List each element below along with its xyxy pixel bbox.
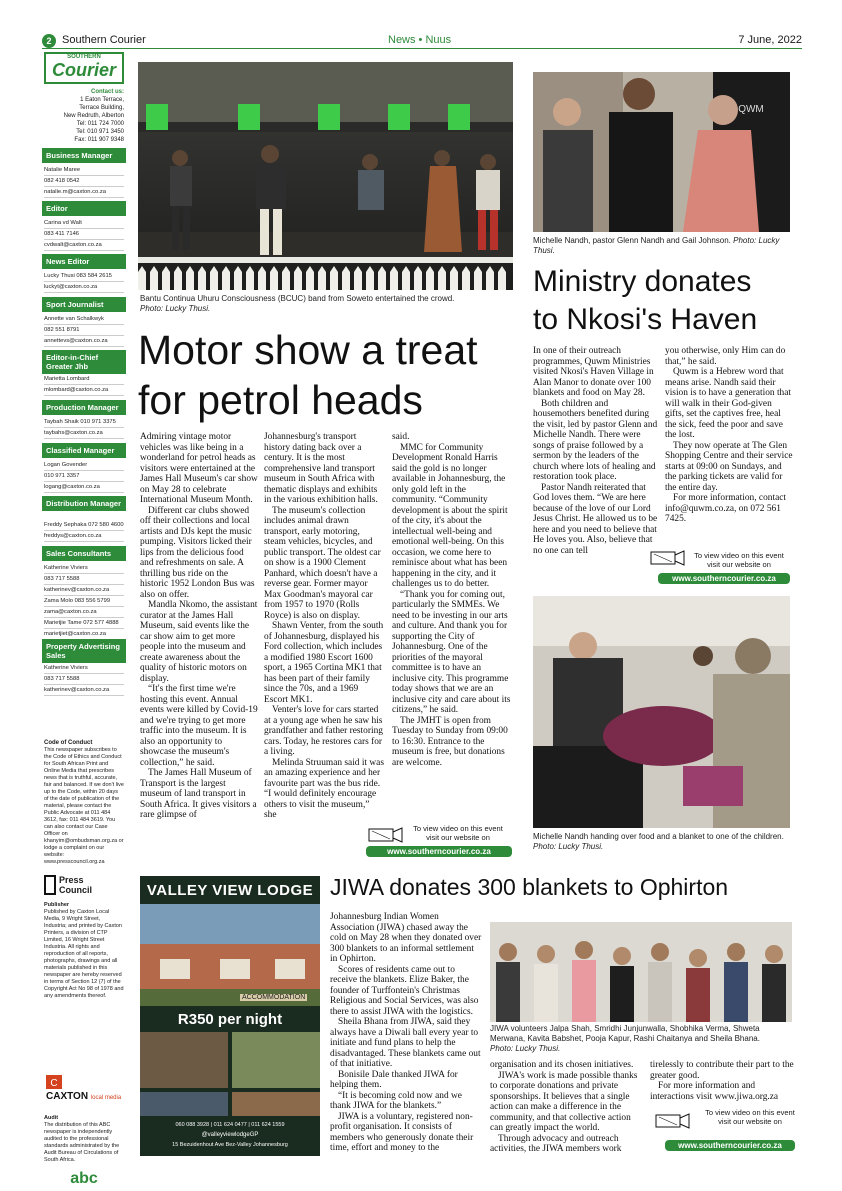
staff-line: Lucky Thusi 083 584 2615 bbox=[44, 271, 124, 282]
staff-contact bbox=[44, 374, 124, 396]
staff-contact bbox=[44, 520, 124, 542]
caxton-logo: C CAXTON local media bbox=[44, 1075, 124, 1105]
jiwa-article-col-3: tirelessly to contribute their part to the greater good. For more information and interactions visit www.jiwa.org.za bbox=[650, 1060, 794, 1102]
staff-line: cvdwalt@caxton.co.za bbox=[44, 240, 124, 251]
staff-heading: Sport Journalist bbox=[42, 297, 126, 312]
svg-text:QWM: QWM bbox=[738, 104, 764, 115]
staff-line: luckyt@caxton.co.za bbox=[44, 282, 124, 293]
lodge-sign: ACCOMMODATION bbox=[242, 994, 306, 1001]
staff-heading: Classified Manager bbox=[42, 443, 126, 458]
jiwa-video-promo[interactable]: To view video on this event visit our website on www.southerncourier.co.za bbox=[655, 1108, 795, 1154]
blanket-photo-caption: Michelle Nandh handing over food and a blanket to one of the children. Photo: Lucky Thusi. bbox=[533, 832, 784, 851]
publication-name: Southern Courier bbox=[62, 34, 146, 46]
staff-line: Annette van Schalkwyk bbox=[44, 314, 124, 325]
staff-line: mlombard@caxton.co.za bbox=[44, 385, 124, 396]
staff-contact bbox=[44, 563, 124, 640]
jiwa-video-link[interactable]: www.southerncourier.co.za bbox=[665, 1140, 795, 1151]
video-camera-icon bbox=[650, 547, 686, 567]
staff-line: Logan Govender bbox=[44, 460, 124, 471]
ad-title: VALLEY VIEW LODGE bbox=[146, 882, 314, 899]
staff-line: 082 418 0542 bbox=[44, 176, 124, 187]
page-number: 2 bbox=[42, 34, 56, 48]
staff-heading: Editor-in-Chief Greater Jhb bbox=[42, 350, 126, 374]
staff-line: 083 411 7146 bbox=[44, 229, 124, 240]
video-camera-icon bbox=[655, 1110, 691, 1130]
staff-heading: Editor bbox=[42, 201, 126, 216]
staff-line: Marietjie Tame 072 577 4888 bbox=[44, 618, 124, 629]
staff-contact bbox=[44, 218, 124, 251]
staff-heading: Production Manager bbox=[42, 400, 126, 415]
courier-logo: SOUTHERN Courier bbox=[44, 52, 124, 84]
ad-address: 15 Bezuidenhout Ave Bez-Valley Johannesburg bbox=[172, 1142, 288, 1148]
staff-heading: Sales Consultants bbox=[42, 546, 126, 561]
staff-line: Natalie Maree bbox=[44, 165, 124, 176]
motor-article-col-3: said. MMC for Community Development Ronald Harris said the gold is no longer available in Johannesburg, the only gold left in the community. “Community development is about the spirit of the city, it's about the intellectual well-being and emotional well-being. On this occasion, we come here to reminisce about what has been happening in the city, and it challenges us to do better. “Thank you for coming out, particularly the SMMEs. We need to be investing in our arts and culture. And thank you for supporting the City of Johannesburg. One of the priorities of the mayoral committee is to have an inclusive city. This programme today shows that we are an inclusive city and care about its citizens,” he said. The JMHT is open from Tuesday to Sunday from 09:00 to 16:30. Entrance to the museum is free, but donations are welcome. bbox=[392, 432, 511, 768]
ministry-group-photo bbox=[533, 72, 790, 232]
staff-line: 010 971 3357 bbox=[44, 471, 124, 482]
jiwa-headline: JIWA donates 300 blankets to Ophirton bbox=[330, 874, 729, 900]
staff-line: marietjiet@caxton.co.za bbox=[44, 629, 124, 640]
ministry-photo-caption: Michelle Nandh, pastor Glenn Nandh and Gail Johnson. Photo: Lucky Thusi. bbox=[533, 236, 780, 255]
motor-article-col-2: Johannesburg's transport history dating back over a century. It is the most comprehensive land transport museum in South Africa with thematic displays and exhibits in the various exhibition halls. The museum's collection includes animal drawn transport, early motoring, steam vehicles, bicycles, and public transport. The oldest car on show is a 1900 Clement Panhard, which doesn't have a reverse gear. Former mayor Max Goodman's mayoral car from 1957 to 1970 (Rolls Royce) is also on display. Shawn Venter, from the south of Johannesburg, displayed his Ford collection, which includes a modified 1980 Escort 1600 sport, a 1965 Cortina MK1 that has been part of their family since the 70s, and a 1969 Escort MK1. Venter's love for cars started at a young age when he saw his grandfather and father restoring cars. Today, he restores cars for a living. Melinda Struuman said it was an amazing experience and her favourite part was the bus ride. “I would definitely encourage others to visit the museum,” she bbox=[264, 432, 384, 820]
issue-date: 7 June, 2022 bbox=[738, 34, 802, 46]
staff-line: 082 551 8791 bbox=[44, 325, 124, 336]
staff-line: katherinev@caxton.co.za bbox=[44, 685, 124, 696]
staff-line: Marietta Lombard bbox=[44, 374, 124, 385]
jiwa-article-col-2: organisation and its chosen initiatives. JIWA's work is made possible thanks to corporate donations and private sponsorships. It believes that a single action can make a difference in the community, and that collective action can greatly impact the world. Through advocacy and outreach activities, the JIWA members work bbox=[490, 1060, 638, 1154]
lodge-building-photo bbox=[140, 904, 320, 1006]
staff-line: Zama Molo 083 556 5799 bbox=[44, 596, 124, 607]
code-of-conduct: Code of Conduct This newspaper subscribes to the Code of Ethics and Conduct for South African Print and Online Media that prescribes news that is truthful, accurate, fair and balanced. If we don't live up to the Code, within 20 days of the date of publication of the material, please contact the Public Advocate at 011 484 3612, fax: 011 484 3619. You can also contact our Case Officer on khanyim@ombudsman.org.za or lodge a complaint on our website: www.presscouncil.org.za bbox=[44, 740, 124, 865]
ministry-article-col-1: In one of their outreach programmes, Quwm Ministries visited Nkosi's Haven Village in Alan Manor to donate over 100 blankets and food on May 28. Both children and housemothers benefited during the visit, led by pastor Glenn and Michelle Nandh. There were songs of praise followed by a sermon by the leaders of the church where lots of healing and restoration took place. Pastor Nandh reiterated that God loves them. “We are here because of the love of our Lord Jesus Christ. He allowed us to be here and you need to believe that He loves you. Also, believe that no one can tell bbox=[533, 346, 658, 556]
valley-view-lodge-ad[interactable] bbox=[140, 876, 320, 1156]
ministry-headline: Ministry donates to Nkosi's Haven bbox=[533, 265, 758, 336]
staff-line: 083 717 5588 bbox=[44, 574, 124, 585]
jiwa-photo-caption: JIWA volunteers Jalpa Shah, Smridhi Junjunwalla, Shobhika Verma, Shweta Merwana, Kavita Babshet, Pooja Kapur, Rashi Chaitanya and Sheila Bhana. Photo: Lucky Thusi. bbox=[490, 1024, 760, 1053]
bcuc-band-photo bbox=[138, 62, 513, 290]
staff-contact bbox=[44, 663, 124, 696]
page-header bbox=[42, 33, 802, 49]
staff-line: logang@caxton.co.za bbox=[44, 482, 124, 493]
section-label: News • Nuus bbox=[388, 34, 452, 46]
video-camera-icon bbox=[368, 824, 404, 844]
bcuc-photo-caption: Bantu Continua Uhuru Consciousness (BCUC) band from Soweto entertained the crowd. Photo: Lucky Thusi. bbox=[140, 294, 455, 313]
ad-social[interactable]: @valleyviewlodgeGP bbox=[201, 1132, 259, 1138]
staff-line: Katherine Viviers bbox=[44, 563, 124, 574]
ministry-article-col-2: you otherwise, only Him can do that,” he said. Quwm is a Hebrew word that means arise. Nandh said their vision is to have a generation that will walk in their God-given gifts, set the captives free, heal the sick, feed the poor and save the lost. They now operate at The Glen Shopping Centre and their service starts at 09:00 on Sundays, and the parking tickets are valid for the entire day. For more information, contact info@quwm.co.za, on 072 561 7425. bbox=[665, 346, 793, 524]
abc-logo: abc bbox=[70, 1170, 98, 1187]
staff-contact bbox=[44, 165, 124, 198]
ad-price: R350 per night bbox=[177, 1011, 283, 1028]
staff-line: katherinev@caxton.co.za bbox=[44, 585, 124, 596]
staff-line: 083 717 5588 bbox=[44, 674, 124, 685]
ad-phone-numbers[interactable]: 060 088 3928 | 011 624 0477 | 011 624 1559 bbox=[175, 1122, 285, 1128]
blanket-handover-photo bbox=[533, 596, 790, 828]
staff-contact bbox=[44, 314, 124, 347]
masthead-sidebar bbox=[42, 50, 126, 1187]
staff-line: natalie.m@caxton.co.za bbox=[44, 187, 124, 198]
staff-line: annettevs@caxton.co.za bbox=[44, 336, 124, 347]
svg-text:C: C bbox=[50, 1078, 58, 1089]
motor-article-col-1: Admiring vintage motor vehicles was like being in a wonderland for petrol heads as visitors were entertained at the James Hall Museum's car show on May 28 to celebrate International Museum Month. Different car clubs showed off their collections and local artists and DJs kept the music pumping. Visitors licked their lips from the delicious food and refreshments on sale. A thrilling bus ride on the historic 1952 London Bus was also on offer. Mandla Nkomo, the assistant curator at the James Hall Museum, said events like the car show aim to get more people into the museum and create awareness about the quality of historic motors on display. “It's the first time we're hosting this event. Annual events were killed by Covid-19 and we're trying to get more traffic into the museum. It is also an opportunity to showcase the museum's collection,” he said. The James Hall Museum of Transport is the largest museum of land transport in South Africa. It gives visitors a rare glimpse of bbox=[140, 432, 258, 820]
press-council-logo: Press Council bbox=[44, 875, 124, 897]
jiwa-article-col-1: Johannesburg Indian Women Association (JIWA) chased away the cold on May 28 when they donated over 300 blankets to an informal settlement in Ophirton. Scores of residents came out to receive the blankets. Elize Baker, the founder of Turffontein's Christmas Religious and Social Services, was also there to assist JIWA with the logistics. Sheila Bhana from JIWA, said they always have a Diwali ball every year to initiate and fund plans to help the disadvantaged. These blankets came out of that initiative. Bonisile Dale thanked JIWA for helping them. “It is becoming cold now and we thank JIWA for the blankets.” JIWA is a voluntary, registered non-profit organisation. It consists of members who generously donate their time, effort and money to the bbox=[330, 912, 482, 1153]
staff-contact bbox=[44, 460, 124, 493]
ministry-video-promo[interactable]: To view video on this event visit our website on www.southerncourier.co.za bbox=[648, 545, 790, 585]
jiwa-volunteers-photo bbox=[490, 922, 792, 1022]
contact-block: Contact us: 1 Eaton Terrace, Terrace Building, New Redruth, Alberton Tel: 011 724 7000 Tel: 010 971 3450 Fax: 011 907 9348 bbox=[63, 89, 124, 143]
staff-line: Carina vd Walt bbox=[44, 218, 124, 229]
staff-line: zama@caxton.co.za bbox=[44, 607, 124, 618]
lodge-interior-photos bbox=[140, 1032, 320, 1116]
audit-info: Audit The distribution of this ABC newspaper is independently audited to the professional standards administrated by the Audit Bureau of Circulations of South Africa. bbox=[44, 1115, 120, 1163]
staff-heading: Business Manager bbox=[42, 148, 126, 163]
staff-contact bbox=[44, 417, 124, 439]
staff-heading: Distribution Manager bbox=[42, 496, 126, 511]
publisher-info: Publisher Published by Caxton Local Media, 9 Wright Street, Industria; and printed by Caxton Printers, a division of CTP Limited, 16 Wright Street Industria. All rights and reproduction of all reports, photographs, drawings and all materials published in this newspaper are hereby reserved in terms of Section 12 (7) of the Copyright Act No 98 of 1978 and any amendments thereof. bbox=[44, 902, 124, 999]
staff-line: freddys@caxton.co.za bbox=[44, 531, 124, 542]
staff-contact bbox=[44, 271, 124, 293]
ministry-video-link[interactable]: www.southerncourier.co.za bbox=[658, 573, 790, 584]
staff-line: Freddy Sephaka 072 580 4600 bbox=[44, 520, 124, 531]
staff-line: Katherine Viviers bbox=[44, 663, 124, 674]
motor-video-link[interactable]: www.southerncourier.co.za bbox=[366, 846, 512, 857]
motor-show-headline: Motor show a treat for petrol heads bbox=[138, 327, 478, 423]
motor-video-promo[interactable]: To view video on this event visit our website on www.southerncourier.co.za bbox=[366, 822, 512, 860]
staff-line: Taybah Shaik 010 971 3375 bbox=[44, 417, 124, 428]
staff-heading: Property Advertising Sales bbox=[42, 639, 126, 663]
staff-heading: News Editor bbox=[42, 254, 126, 269]
staff-line: taybahs@caxton.co.za bbox=[44, 428, 124, 439]
